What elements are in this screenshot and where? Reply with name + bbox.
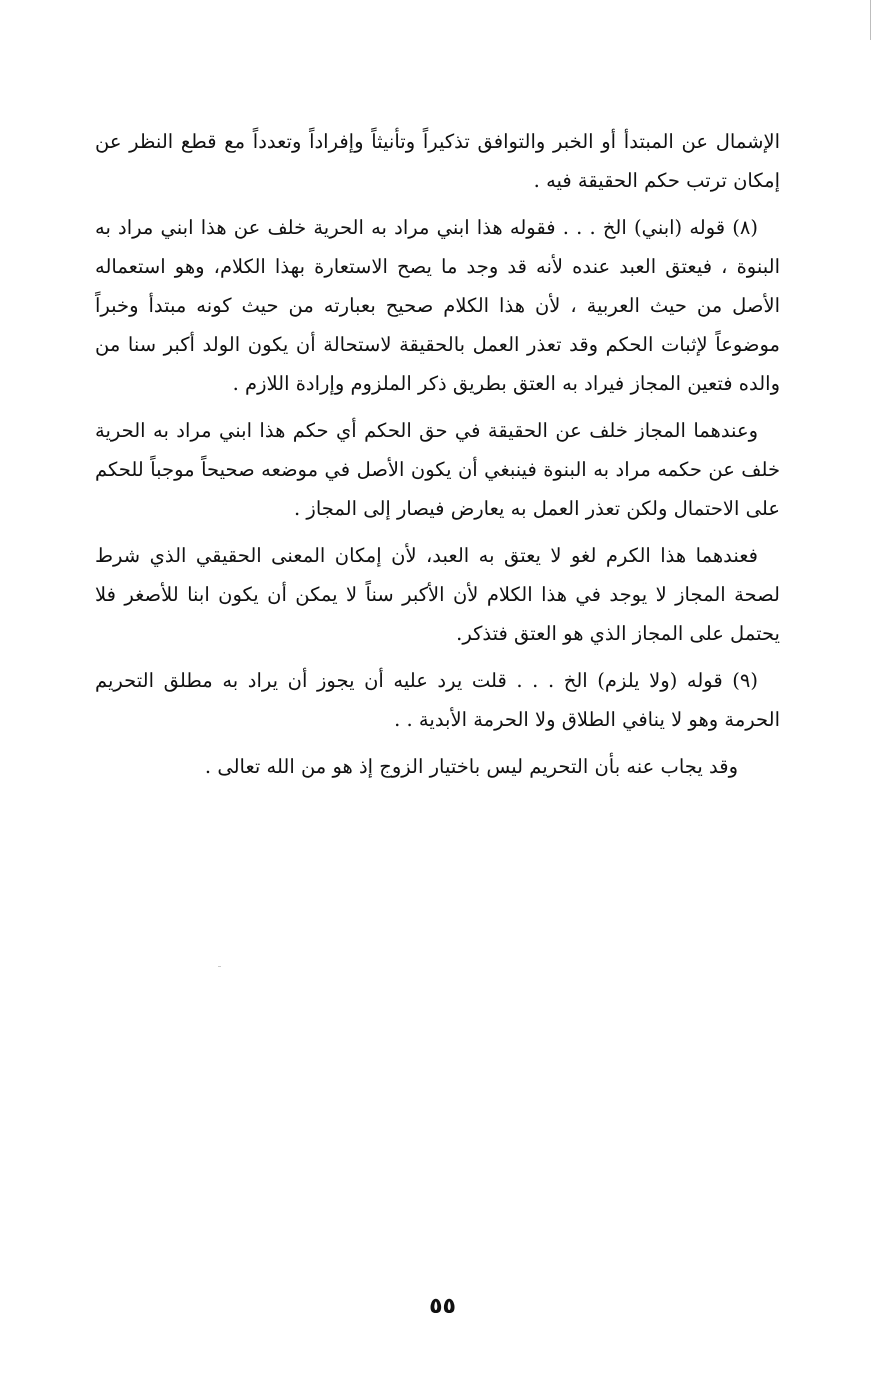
scan-speck	[218, 966, 221, 967]
paragraph-closing: وقد يجاب عنه بأن التحريم ليس باختيار الزوج إذ هو من الله تعالى .	[204, 755, 738, 778]
body-text	[95, 122, 780, 794]
paragraph-continuation: الإشمال عن المبتدأ أو الخبر والتوافق تذكيراً وتأنيثاً وإفراداً وتعدداً مع قطع النظر عن إمكان ترتب حكم الحقيقة فيه .	[95, 130, 780, 192]
page-edge-mark	[870, 0, 871, 40]
paragraph-majaz-khalf: وعندهما المجاز خلف عن الحقيقة في حق الحكم أي حكم هذا ابني مراد به الحرية خلف عن حكمه مراد به البنوة فينبغي أن يكون الأصل في موضعه صحيحاً موجباً للحكم على الاحتمال ولكن تعذر العمل به يعارض فيصار إلى المجاز .	[95, 419, 780, 520]
paragraph-laghw: فعندهما هذا الكرم لغو لا يعتق به العبد، لأن إمكان المعنى الحقيقي الذي شرط لصحة المجاز لا يوجد في هذا الكلام لأن الأكبر سناً لا يمكن أن يكون ابنا للأصغر فلا يحتمل على المجاز الذي هو العتق فتذكر.	[95, 544, 780, 645]
page-number: ٥٥	[429, 1294, 456, 1319]
paragraph-note-8: (٨) قوله (ابني) الخ . . . فقوله هذا ابني مراد به الحرية خلف عن هذا ابني مراد به البنوة ، فيعتق العبد عنده لأنه قد وجد ما يصح الاستعارة بهذا الكلام، وهو استعماله الأصل من حيث العربية ، لأن هذا الكلام صحيح بعبارته من حيث كونه مبتدأ وخبراً موضوعاً لإثبات الحكم وقد تعذر العمل بالحقيقة لاستحالة أن يكون الولد أكبر سنا من والده فتعين المجاز فيراد به العتق بطريق ذكر الملزوم وإرادة اللازم .	[95, 216, 780, 395]
paragraph-note-9: (٩) قوله (ولا يلزم) الخ . . . قلت يرد عليه أن يجوز أن يراد به مطلق التحريم الحرمة وهو لا ينافي الطلاق ولا الحرمة الأبدية . .	[95, 669, 780, 731]
